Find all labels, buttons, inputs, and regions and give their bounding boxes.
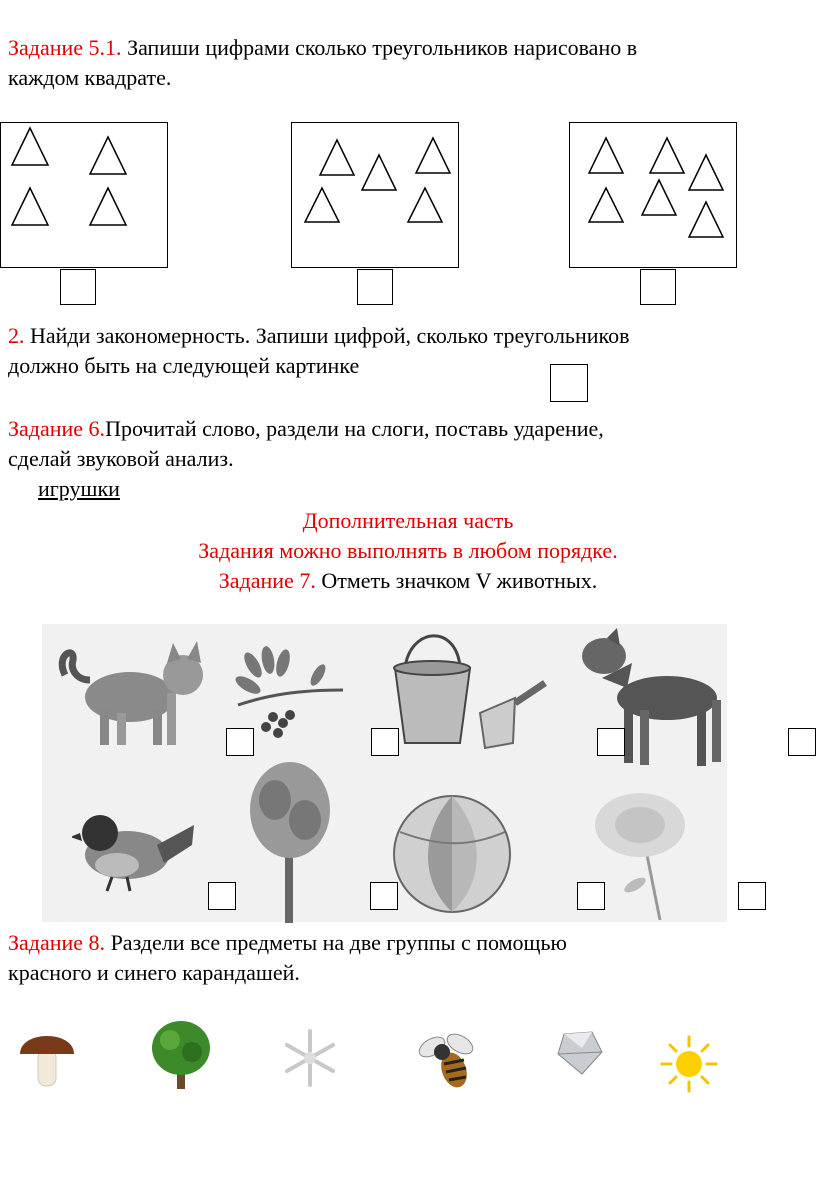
diamond-icon xyxy=(556,1030,604,1076)
triangle xyxy=(90,137,126,174)
extra-subtitle: Задания можно выполнять в любом порядке. xyxy=(198,538,618,563)
ball-icon xyxy=(390,792,515,917)
answer-box-3[interactable] xyxy=(640,269,676,305)
task51-text: Запиши цифрами сколько треугольников нарисовано в xyxy=(121,35,638,60)
triangle xyxy=(416,138,450,173)
answer-box-2[interactable] xyxy=(357,269,393,305)
task6-label: Задание 6. xyxy=(8,416,106,441)
task8-line2: красного и синего карандашей. xyxy=(8,960,300,985)
checkbox-ball[interactable] xyxy=(577,882,605,910)
triangle xyxy=(408,188,442,222)
mushroom-icon xyxy=(18,1022,76,1090)
task52-line1 xyxy=(8,321,629,351)
task8-line1 xyxy=(8,928,567,958)
triangle xyxy=(589,188,623,222)
checkbox-cat[interactable] xyxy=(226,728,254,756)
task8-label: Задание 8. xyxy=(8,930,106,955)
triangle xyxy=(650,138,684,173)
task51-line2: каждом квадрате. xyxy=(8,65,172,90)
triangle xyxy=(90,188,126,225)
task52-text: Найди закономерность. Запиши цифрой, сколько треугольников xyxy=(24,323,630,348)
task6-line1 xyxy=(8,414,604,444)
task7-line xyxy=(0,566,816,596)
bird-icon xyxy=(72,805,197,895)
task52-label: 2. xyxy=(8,323,25,348)
bee-icon xyxy=(414,1022,480,1090)
triangle xyxy=(589,138,623,173)
task51-label: Задание 5.1. xyxy=(8,35,122,60)
triangle xyxy=(642,180,676,215)
task6-text: Прочитай слово, раздели на слоги, поставь ударение, xyxy=(105,416,604,441)
triangle xyxy=(12,188,48,225)
triangles-layer xyxy=(0,0,816,300)
tree-icon xyxy=(245,760,335,925)
extra-title: Дополнительная часть xyxy=(302,508,514,533)
task7-text: Отметь значком V животных. xyxy=(315,568,598,593)
checkbox-bird[interactable] xyxy=(208,882,236,910)
flower-icon xyxy=(590,790,690,922)
snowflake-icon xyxy=(280,1028,340,1088)
checkbox-rowan[interactable] xyxy=(371,728,399,756)
triangle xyxy=(689,155,723,190)
green-tree-icon xyxy=(150,1018,212,1090)
dog-icon xyxy=(572,628,732,776)
triangle xyxy=(689,202,723,237)
answer-box-next[interactable] xyxy=(550,364,588,402)
bucket-icon xyxy=(385,628,555,753)
checkbox-flower[interactable] xyxy=(738,882,766,910)
task8-text: Раздели все предметы на две группы с помощью xyxy=(105,930,567,955)
triangle xyxy=(12,128,48,165)
checkbox-bucket[interactable] xyxy=(597,728,625,756)
task6-word: игрушки xyxy=(38,476,120,501)
task6-line2: сделай звуковой анализ. xyxy=(8,446,234,471)
sun-icon xyxy=(660,1035,718,1093)
cat-icon xyxy=(55,635,210,755)
task52-line2: должно быть на следующей картинке xyxy=(8,353,360,378)
checkbox-tree[interactable] xyxy=(370,882,398,910)
triangle xyxy=(305,188,339,222)
checkbox-dog[interactable] xyxy=(788,728,816,756)
triangle xyxy=(320,140,354,175)
triangle xyxy=(362,155,396,190)
task7-label: Задание 7. xyxy=(218,568,316,593)
rowan-branch-icon xyxy=(228,645,348,740)
answer-box-1[interactable] xyxy=(60,269,96,305)
